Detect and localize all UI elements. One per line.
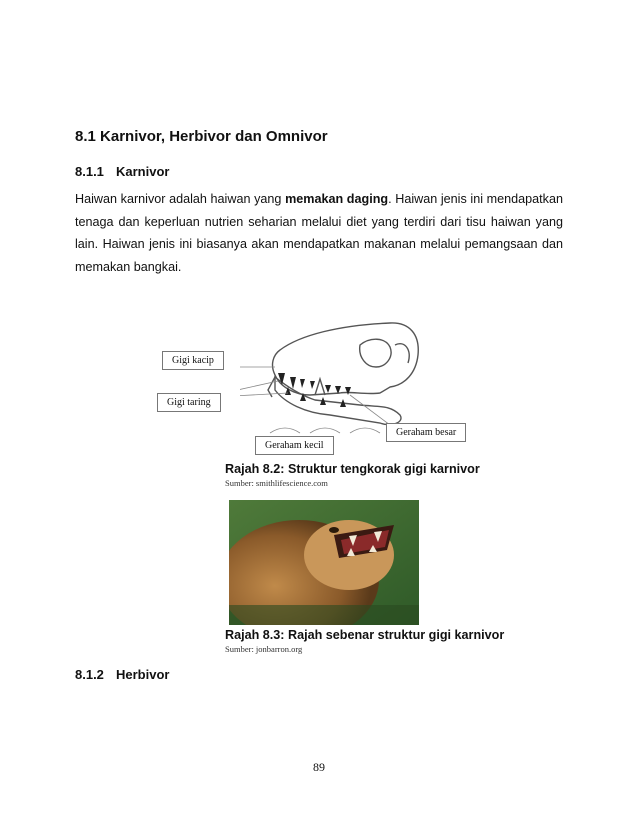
subsection-title: Karnivor — [116, 164, 170, 179]
figure2-caption: Rajah 8.3: Rajah sebenar struktur gigi karnivor — [225, 628, 505, 642]
figure2-source: Sumber: jonbarron.org — [225, 644, 303, 654]
paragraph-text-start: Haiwan karnivor adalah haiwan yang — [75, 192, 286, 206]
label-canine: Gigi taring — [157, 393, 221, 412]
figure1-caption: Rajah 8.2: Struktur tengkorak gigi karnivor — [225, 462, 480, 476]
label-molar: Geraham besar — [386, 423, 466, 442]
subsection-heading-herbivor — [75, 667, 169, 682]
section-heading: 8.1 Karnivor, Herbivor dan Omnivor — [75, 128, 328, 145]
figure1-source: Sumber: smithlifescience.com — [225, 478, 328, 488]
subsection-heading-karnivor — [75, 164, 169, 179]
subsection-number: 8.1.2 — [75, 667, 104, 682]
lion-image — [229, 500, 419, 625]
lion-photo — [229, 500, 419, 625]
karnivor-paragraph — [75, 188, 563, 278]
paragraph-bold-term: memakan daging — [285, 192, 389, 206]
paragraph-text-rest: . Haiwan jenis ini mendapatkan tenaga dan keperluan nutrien seharian melalui diet yang terdiri dari tisu haiwan yang lain. Haiwan jenis ini biasanya akan mendapatkan makanan melalui pemangsaan dan memakan bangkai. — [75, 192, 563, 274]
label-incisor: Gigi kacip — [162, 351, 224, 370]
subsection-number: 8.1.1 — [75, 164, 104, 179]
label-premolar: Geraham kecil — [255, 436, 334, 455]
page-number: 89 — [313, 760, 325, 774]
subsection-title: Herbivor — [116, 667, 170, 682]
